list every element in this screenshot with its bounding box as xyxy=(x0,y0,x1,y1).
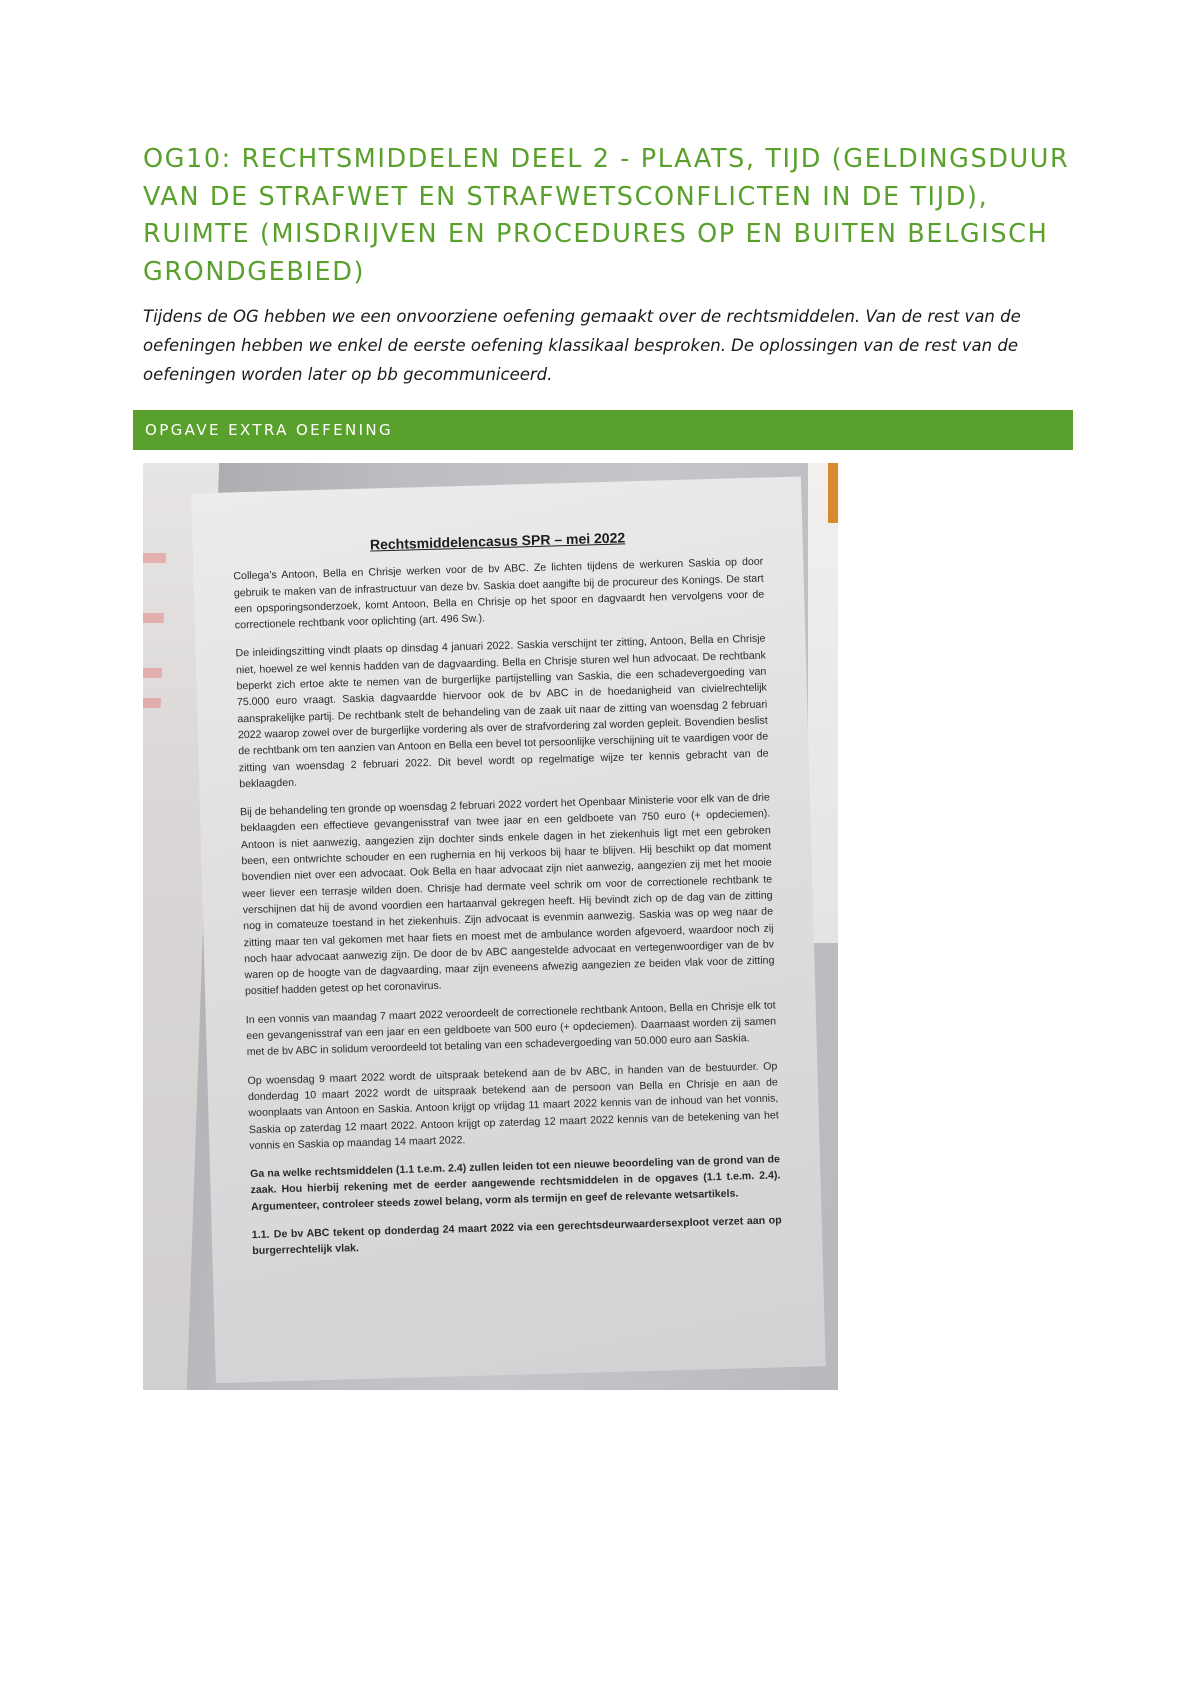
exercise-sheet xyxy=(191,476,826,1383)
section-heading-bar xyxy=(133,410,1073,450)
sheet-paragraph: In een vonnis van maandag 7 maart 2022 veroordeelt de correctionele rechtbank Antoon, Bella en Chrisje elk tot een gevangenisstraf van een jaar en een geldboete van 500 euro (+ opdeciemen). Daarnaast worden zij samen met de bv ABC in solidum veroordeeld tot betaling van een schadevergoeding van 50.000 euro aan Saskia. xyxy=(245,999,777,1059)
sheet-item-list xyxy=(252,1212,783,1259)
sheet-paragraph: De inleidingszitting vindt plaats op dinsdag 4 januari 2022. Saskia verschijnt ter zitting, Antoon, Bella en Chrisje niet, hoewel ze wel kennis hadden van de dagvaarding. Bella en Chrisje sturen wel hun advocaat. De rechtbank beperkt zich ertoe akte te nemen van de burgerlijke partijstelling van Saskia, die een schadevergoeding van 75.000 euro vraagt. Saskia dagvaardde hiervoor ook de bv ABC in de hoedanigheid van civielrechtelijk aansprakelijke partij. De rechtbank stelt de behandeling van de zaak uit naar de zitting van woensdag 2 februari 2022 waarop zowel over de burgerlijke vordering als over de strafvordering zal worden gepleit. Bovendien beslist de rechtbank om ten aanzien van Antoon en Bella een bevel tot persoonlijke verschijning uit te vaardigen voor de zitting van woensdag 2 februari 2022. Dit bevel wordt op regelmatige wijze ter kennis gebracht van de beklaagden. xyxy=(235,633,769,791)
exercise-photo xyxy=(143,463,838,1390)
sheet-item-text: De bv ABC tekent op donderdag 24 maart 2022 via een gerechtsdeurwaardersexploot verzet aan op burgerrechtelijk vlak. xyxy=(252,1214,782,1258)
sheet-item-number: 1.1. xyxy=(251,1228,270,1242)
page-title: OG10: RECHTSMIDDELEN DEEL 2 - PLAATS, TIJD (GELDINGSDUUR VAN DE STRAFWET EN STRAFWETSCONFLICTEN IN DE TIJD), RUIMTE (MISDRIJVEN EN PROCEDURES OP EN BUITEN BELGISCH GRONDGEBIED) xyxy=(143,144,1070,287)
sheet-paragraph: Collega’s Antoon, Bella en Chrisje werken voor de bv ABC. Ze lichten tijdens de werkuren Saskia op door gebruik te maken van de infrastructuur van deze bv. Saskia doet aangifte bij de procureur des Konings. De start een opsporingsonderzoek, komt Antoon, Bella en Chrisje op het spoor en dagvaardt hen vervolgens voor de correctionele rechtbank voor oplichting (art. 496 Sw.). xyxy=(233,555,765,632)
sheet-paragraph: Op woensdag 9 maart 2022 wordt de uitspraak betekend aan de bv ABC, in handen van de bestuurder. Op donderdag 10 maart 2022 wordt de uitspraak betekend aan de persoon van Bella en Chrisje en aan de woonplaats van Antoon en Saskia. Antoon krijgt op vrijdag 11 maart 2022 kennis van de inhoud van het vonnis, Saskia op zaterdag 12 maart 2022. Antoon krijgt op zaterdag 12 maart 2022 kennis van de betekening van het vonnis en Saskia op maandag 14 maart 2022. xyxy=(247,1059,779,1152)
photo-background-accent xyxy=(828,463,838,523)
sheet-paragraph: Bij de behandeling ten gronde op woensdag 2 februari 2022 vordert het Openbaar Ministerie voor elk van de drie beklaagden een effectieve gevangenisstraf van twee jaar en een geldboete van 750 euro (+ opdeciemen). Antoon is niet aanwezig, aangezien zijn dochter sinds enkele dagen in het ziekenhuis ligt met een gebroken been, een ontwrichte schouder en een rughernia en hij verkoos bij haar te blijven. Hij beschikt op dat moment bovendien niet over een advocaat. Ook Bella en haar advocaat zijn niet aanwezig, aangezien zij met het mooie weer liever een terrasje wilden doen. Chrisje had dermate veel schrik om voor de correctionele rechtbank te verschijnen dat hij de avond voordien een hartaanval gekregen heeft. Hij bevindt zich op de dag van de zitting nog in comateuze toestand in het ziekenhuis. Zijn advocaat is evenmin aanwezig. Saskia was op weg naar de zitting maar ten val gekomen met haar fiets en moest met de ambulance worden afgevoerd, waardoor noch zij noch haar advocaat aanwezig zijn. De door de bv ABC aangestelde advocaat en vertegenwoordiger van de bv waren op de hoogte van de dagvaarding, maar zijn eveneens afwezig aangezien ze beiden vlak voor de zitting positief hadden getest op het coronavirus. xyxy=(239,791,775,998)
sheet-question: Ga na welke rechtsmiddelen (1.1 t.e.m. 2.4) zullen leiden tot een nieuwe beoordeling van de grond van de zaak. Hou hierbij rekening met de eerder aangewende rechtsmiddelen in de opgaves (1.1 t.e.m. 2.4). Argumenteer, controleer steeds zowel belang, vorm als termijn en geef de relevante wetsartikels. xyxy=(249,1153,781,1213)
section-heading: OPGAVE EXTRA OEFENING xyxy=(145,421,394,439)
sheet-heading: Rechtsmiddelencasus SPR – mei 2022 xyxy=(369,529,626,553)
photo-background-paper-right xyxy=(808,463,838,943)
intro-paragraph: Tijdens de OG hebben we een onvoorziene oefening gemaakt over de rechtsmiddelen. Van de rest van de oefeningen hebben we enkel de eerste oefening klassikaal besproken. De oplossingen van de rest van de oefeningen worden later op bb gecommuniceerd. xyxy=(143,307,1021,384)
sheet-item xyxy=(252,1212,783,1259)
